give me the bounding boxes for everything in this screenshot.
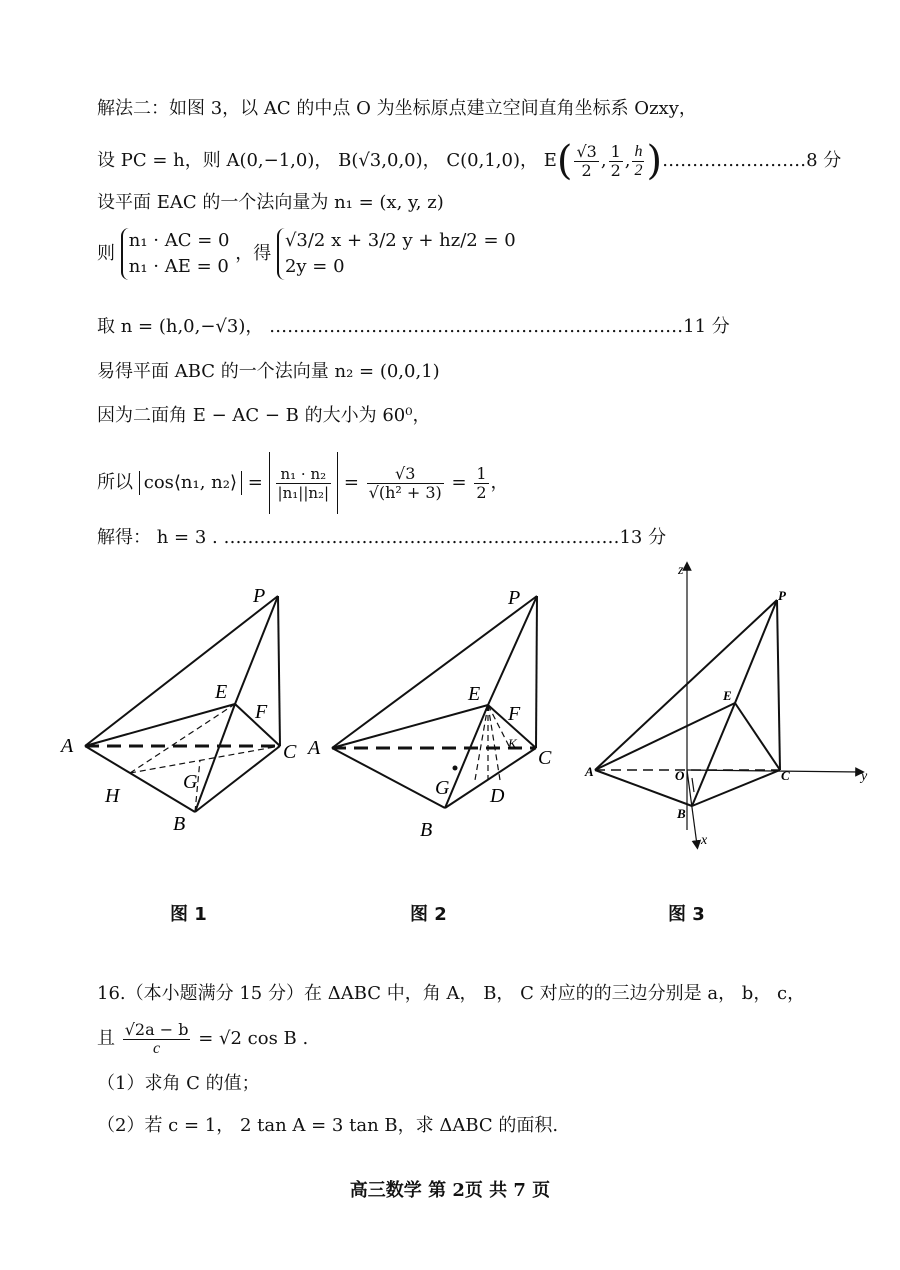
solution-line-6: 易得平面 ABC 的一个法向量 n₂ = (0,0,1) <box>97 361 440 382</box>
sqrt3-frac: $\frac{√3}{\text{√(h² + 3)}}$ <box>368 463 442 502</box>
fig3-label-o: O <box>675 768 685 783</box>
fig1-label-c: C <box>283 741 297 763</box>
fig3-label-z: z <box>678 563 684 578</box>
half-frac: $\frac{1}{2}$ <box>476 463 487 502</box>
solution-line-8: 所以 cos⟨n₁, n₂⟩ = $\frac{\text{n₁ · n₂}}{\text{|n₁||n₂|}}$ = $\frac{√3}{\text{√(h² + 3)}}$ = $\frac{1}{2}$ ， <box>97 452 509 514</box>
problem16-line-1: 16.（本小题满分 15 分）在 ΔABC 中，角 A， B， C 对应的的三边分别是 a， b， c， <box>97 983 806 1004</box>
fig2-label-f: F <box>508 703 521 725</box>
fig1-label-e: E <box>215 681 228 703</box>
fig2-label-k: K <box>508 736 517 751</box>
score-8: 8 分 <box>806 150 842 171</box>
problem16-part-1: （1）求角 C 的值； <box>97 1073 260 1094</box>
fig2-label-a: A <box>308 737 321 759</box>
problem16-frac: $\frac{√2a - b}{c}$ <box>124 1019 189 1057</box>
fig1-label-g: G <box>183 771 198 793</box>
figure-2 <box>300 580 570 850</box>
solution-line-7: 因为二面角 E − AC − B 的大小为 60⁰， <box>97 405 431 426</box>
fig3-label-b: B <box>677 806 686 821</box>
fig1-label-p: P <box>253 585 266 607</box>
abs-frac: $\frac{\text{n₁ · n₂}}{\text{|n₁||n₂|}}$ <box>269 452 339 514</box>
figure-3 <box>575 560 885 860</box>
e-frac-3: $\frac{h}{2}$ <box>634 142 643 179</box>
fig2-caption: 图 2 <box>410 904 447 925</box>
fig2-label-d: D <box>490 785 505 807</box>
fig2-label-b: B <box>420 819 433 841</box>
system-2: √3/2 x + 3/2 y + hz/2 = 0 2y = 0 <box>277 228 516 280</box>
fig1-label-a: A <box>61 735 74 757</box>
score-11: 11 分 <box>683 316 730 337</box>
fig3-label-y: y <box>861 769 868 784</box>
fig2-point <box>453 766 458 771</box>
system-1: n₁ · AC = 0 n₁ · AE = 0 <box>121 228 230 280</box>
problem16-part-2: （2）若 c = 1， 2 tan A = 3 tan B，求 ΔABC 的面积. <box>97 1115 559 1136</box>
problem16-line-2: 且 $\frac{√2a - b}{c}$ = √2 cos B . <box>97 1019 309 1057</box>
fig3-label-a: A <box>585 764 594 779</box>
solution-line-1: 解法二：如图 3，以 AC 的中点 O 为坐标原点建立空间直角坐标系 Ozxy， <box>97 98 697 119</box>
abs-cos: cos⟨n₁, n₂⟩ <box>139 471 242 495</box>
solution-line-4: 则 n₁ · AC = 0 n₁ · AE = 0 ，得 √3/2 x + 3/2 y + hz/2 = 0 2y = 0 <box>97 228 516 290</box>
solution-line-9: 解得： h = 3 . …………………………………………………………13 分 <box>97 527 667 548</box>
solution-line-2: 设 PC = h，则 A(0,−1,0)， B(√3,0,0)， C(0,1,0)， E( $\frac{√3}{2}$ , $\frac{1}{2}$ , $\frac{h}{2}$ )……………………8 分 <box>97 138 842 184</box>
solution-line-3: 设平面 EAC 的一个法向量为 n₁ = (x, y, z) <box>97 192 444 213</box>
solution-line-5: 取 n = (h,0,−√3)， ……………………………………………………………11 分 <box>97 316 730 337</box>
page-footer: 高三数学 第 2页 共 7 页 <box>349 1180 551 1201</box>
score-13: 13 分 <box>619 527 667 548</box>
e-frac-2: $\frac{1}{2}$ <box>610 141 621 180</box>
fig3-label-p: P <box>778 588 786 603</box>
fig3-label-x: x <box>701 833 708 848</box>
e-frac-1: $\frac{√3}{2}$ <box>576 141 597 180</box>
figure-1 <box>55 580 315 840</box>
fig3-label-c: C <box>781 768 790 783</box>
fig2-label-e: E <box>468 683 481 705</box>
fig3-caption: 图 3 <box>668 904 705 925</box>
fig1-label-h: H <box>105 785 120 807</box>
fig2-label-g: G <box>435 777 450 799</box>
fig1-caption: 图 1 <box>170 904 207 925</box>
fig1-label-b: B <box>173 813 186 835</box>
fig1-label-f: F <box>255 701 268 723</box>
coords-text: 设 PC = h，则 A(0,−1,0)， B(√3,0,0)， C(0,1,0)， E <box>97 150 557 171</box>
fig3-label-e: E <box>723 688 732 703</box>
fig2-label-p: P <box>508 587 521 609</box>
fig2-label-c: C <box>538 747 552 769</box>
